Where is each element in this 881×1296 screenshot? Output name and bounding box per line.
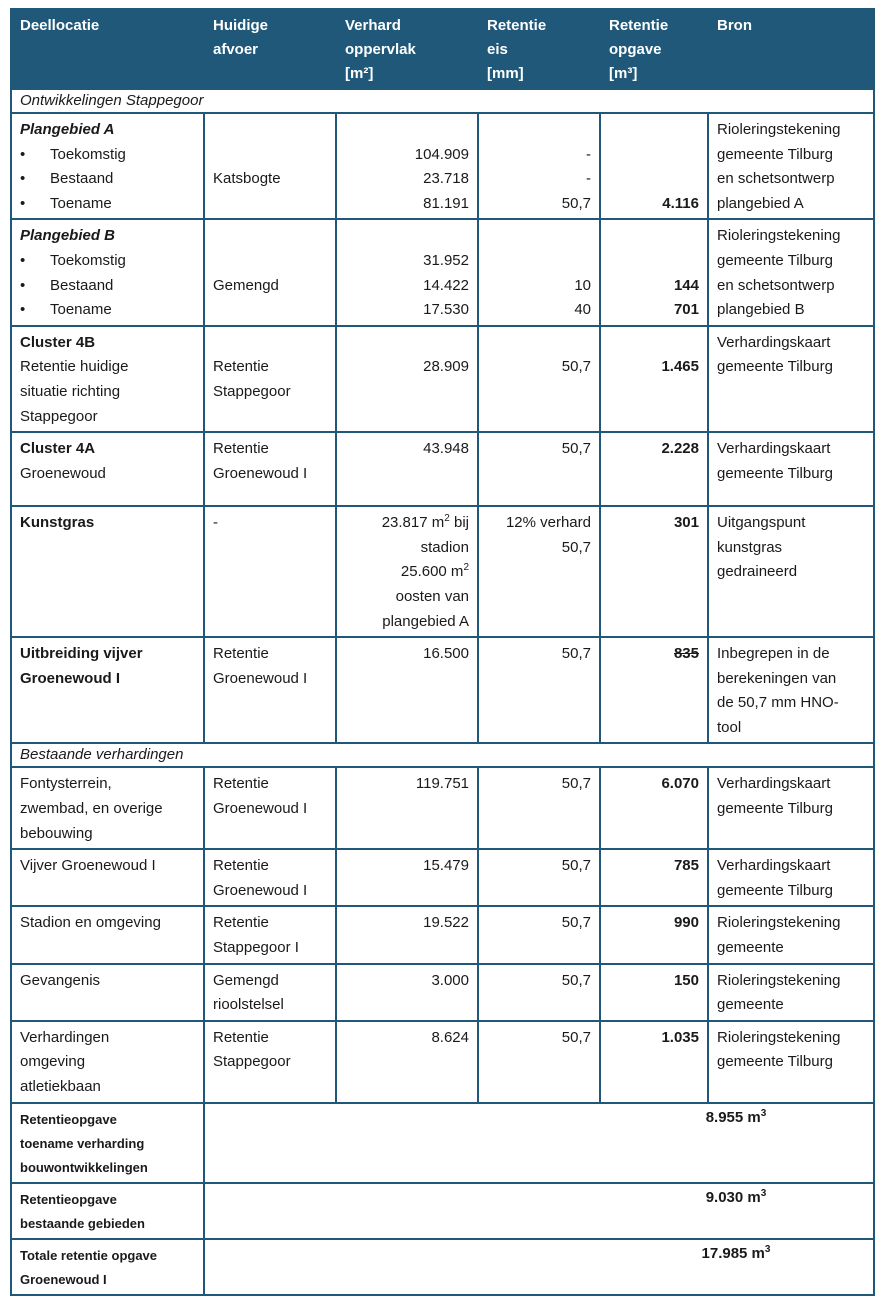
row-eis: 50,7	[478, 432, 600, 506]
section-title: Ontwikkelingen Stappegoor	[11, 89, 874, 113]
header-retentie-opgave: Retentie opgave [m³]	[600, 9, 708, 89]
row-afvoer: -	[204, 506, 336, 637]
retention-table	[10, 8, 875, 1296]
row-afvoer: Gemengd rioolstelsel	[204, 964, 336, 1021]
row-bron: Rioleringstekening gemeente	[708, 906, 874, 963]
row-afvoer: Gemengd	[204, 219, 336, 325]
header-deellocatie: Deellocatie	[11, 9, 204, 89]
header-retentie-eis: Retentie eis [mm]	[478, 9, 600, 89]
summary-row-bestaand	[11, 1183, 874, 1239]
retention-table-container	[10, 8, 873, 1296]
row-oppervlak: 19.522	[336, 906, 478, 963]
row-name: Verhardingen omgeving atletiekbaan	[11, 1021, 204, 1103]
summary-label: Totale retentie opgave Groenewoud I	[11, 1239, 204, 1295]
table-row	[11, 1021, 874, 1103]
row-opgave: 6.070	[600, 767, 708, 849]
row-afvoer: Retentie Stappegoor	[204, 1021, 336, 1103]
row-oppervlak: 28.909	[336, 326, 478, 432]
row-eis: - - 50,7	[478, 113, 600, 219]
table-row	[11, 113, 874, 219]
row-bron: Uitgangspunt kunstgras gedraineerd	[708, 506, 874, 637]
row-opgave: 4.116	[600, 113, 708, 219]
table-row	[11, 849, 874, 906]
row-bron: Rioleringstekening gemeente	[708, 964, 874, 1021]
row-eis: 50,7	[478, 326, 600, 432]
table-row	[11, 506, 874, 637]
row-bron: Verhardingskaart gemeente Tilburg	[708, 326, 874, 432]
row-bron: Rioleringstekening gemeente Tilburg	[708, 1021, 874, 1103]
row-eis: 50,7	[478, 906, 600, 963]
row-opgave: 2.228	[600, 432, 708, 506]
summary-value: 8.955 $m^3$	[204, 1103, 874, 1183]
table-row	[11, 432, 874, 506]
row-oppervlak: 8.624	[336, 1021, 478, 1103]
table-row	[11, 906, 874, 963]
row-opgave: 1.465	[600, 326, 708, 432]
row-oppervlak: 3.000	[336, 964, 478, 1021]
row-eis: 50,7	[478, 849, 600, 906]
row-oppervlak: 43.948	[336, 432, 478, 506]
row-name: Kunstgras	[11, 506, 204, 637]
table-row	[11, 767, 874, 849]
row-bron: Verhardingskaart gemeente Tilburg	[708, 432, 874, 506]
row-eis: 50,7	[478, 1021, 600, 1103]
row-afvoer: Katsbogte	[204, 113, 336, 219]
table-row	[11, 964, 874, 1021]
row-afvoer: Retentie Stappegoor	[204, 326, 336, 432]
row-name: Stadion en omgeving	[11, 906, 204, 963]
row-name: Vijver Groenewoud I	[11, 849, 204, 906]
row-bron: Inbegrepen in de berekeningen van de 50,7 mm HNO- tool	[708, 637, 874, 743]
row-oppervlak: 104.909 23.718 81.191	[336, 113, 478, 219]
row-oppervlak: 16.500	[336, 637, 478, 743]
summary-value: 9.030 $m^3$	[204, 1183, 874, 1239]
row-name: Cluster 4A Groenewoud	[11, 432, 204, 506]
row-opgave: 1.035	[600, 1021, 708, 1103]
row-bron: Verhardingskaart gemeente Tilburg	[708, 767, 874, 849]
row-eis: 10 40	[478, 219, 600, 325]
row-afvoer: Retentie Groenewoud I	[204, 767, 336, 849]
section-title: Bestaande verhardingen	[11, 743, 874, 767]
row-opgave: 150	[600, 964, 708, 1021]
header-bron: Bron	[708, 9, 874, 89]
row-eis: 50,7	[478, 637, 600, 743]
summary-row-toename	[11, 1103, 874, 1183]
row-eis: 50,7	[478, 767, 600, 849]
row-opgave: 990	[600, 906, 708, 963]
section-row-bestaande	[11, 743, 874, 767]
summary-value: 17.985 $m^3$	[204, 1239, 874, 1295]
summary-row-totaal	[11, 1239, 874, 1295]
summary-label: Retentieopgave toename verharding bouwontwikkelingen	[11, 1103, 204, 1183]
header-huidige-afvoer: Huidige afvoer	[204, 9, 336, 89]
row-name: Uitbreiding vijver Groenewoud I	[11, 637, 204, 743]
row-afvoer: Retentie Groenewoud I	[204, 432, 336, 506]
row-afvoer: Retentie Groenewoud I	[204, 637, 336, 743]
row-oppervlak: 15.479	[336, 849, 478, 906]
row-oppervlak: 119.751	[336, 767, 478, 849]
row-afvoer: Retentie Stappegoor I	[204, 906, 336, 963]
table-row	[11, 326, 874, 432]
row-opgave: 301	[600, 506, 708, 637]
row-name: Plangebied A • Toekomstig • Bestaand • Toename	[11, 113, 204, 219]
row-eis: 50,7	[478, 964, 600, 1021]
row-name: Gevangenis	[11, 964, 204, 1021]
header-row	[11, 9, 874, 89]
row-oppervlak: 23.817 $m^2$ bij stadion 25.600 $m^2$ oosten van plangebied A	[336, 506, 478, 637]
row-bron: Rioleringstekening gemeente Tilburg en schetsontwerp plangebied A	[708, 113, 874, 219]
row-name: Plangebied B • Toekomstig • Bestaand • Toename	[11, 219, 204, 325]
row-afvoer: Retentie Groenewoud I	[204, 849, 336, 906]
table-row	[11, 219, 874, 325]
table-row	[11, 637, 874, 743]
row-name: Cluster 4B Retentie huidige situatie richting Stappegoor	[11, 326, 204, 432]
row-opgave: 144 701	[600, 219, 708, 325]
row-bron: Verhardingskaart gemeente Tilburg	[708, 849, 874, 906]
row-name: Fontysterrein, zwembad, en overige bebouwing	[11, 767, 204, 849]
row-oppervlak: 31.952 14.422 17.530	[336, 219, 478, 325]
row-opgave: 835	[600, 637, 708, 743]
summary-label: Retentieopgave bestaande gebieden	[11, 1183, 204, 1239]
header-verhard-oppervlak: Verhard oppervlak [m²]	[336, 9, 478, 89]
row-eis: 12% verhard 50,7	[478, 506, 600, 637]
row-opgave: 785	[600, 849, 708, 906]
section-row-ontwikkelingen	[11, 89, 874, 113]
row-bron: Rioleringstekening gemeente Tilburg en schetsontwerp plangebied B	[708, 219, 874, 325]
